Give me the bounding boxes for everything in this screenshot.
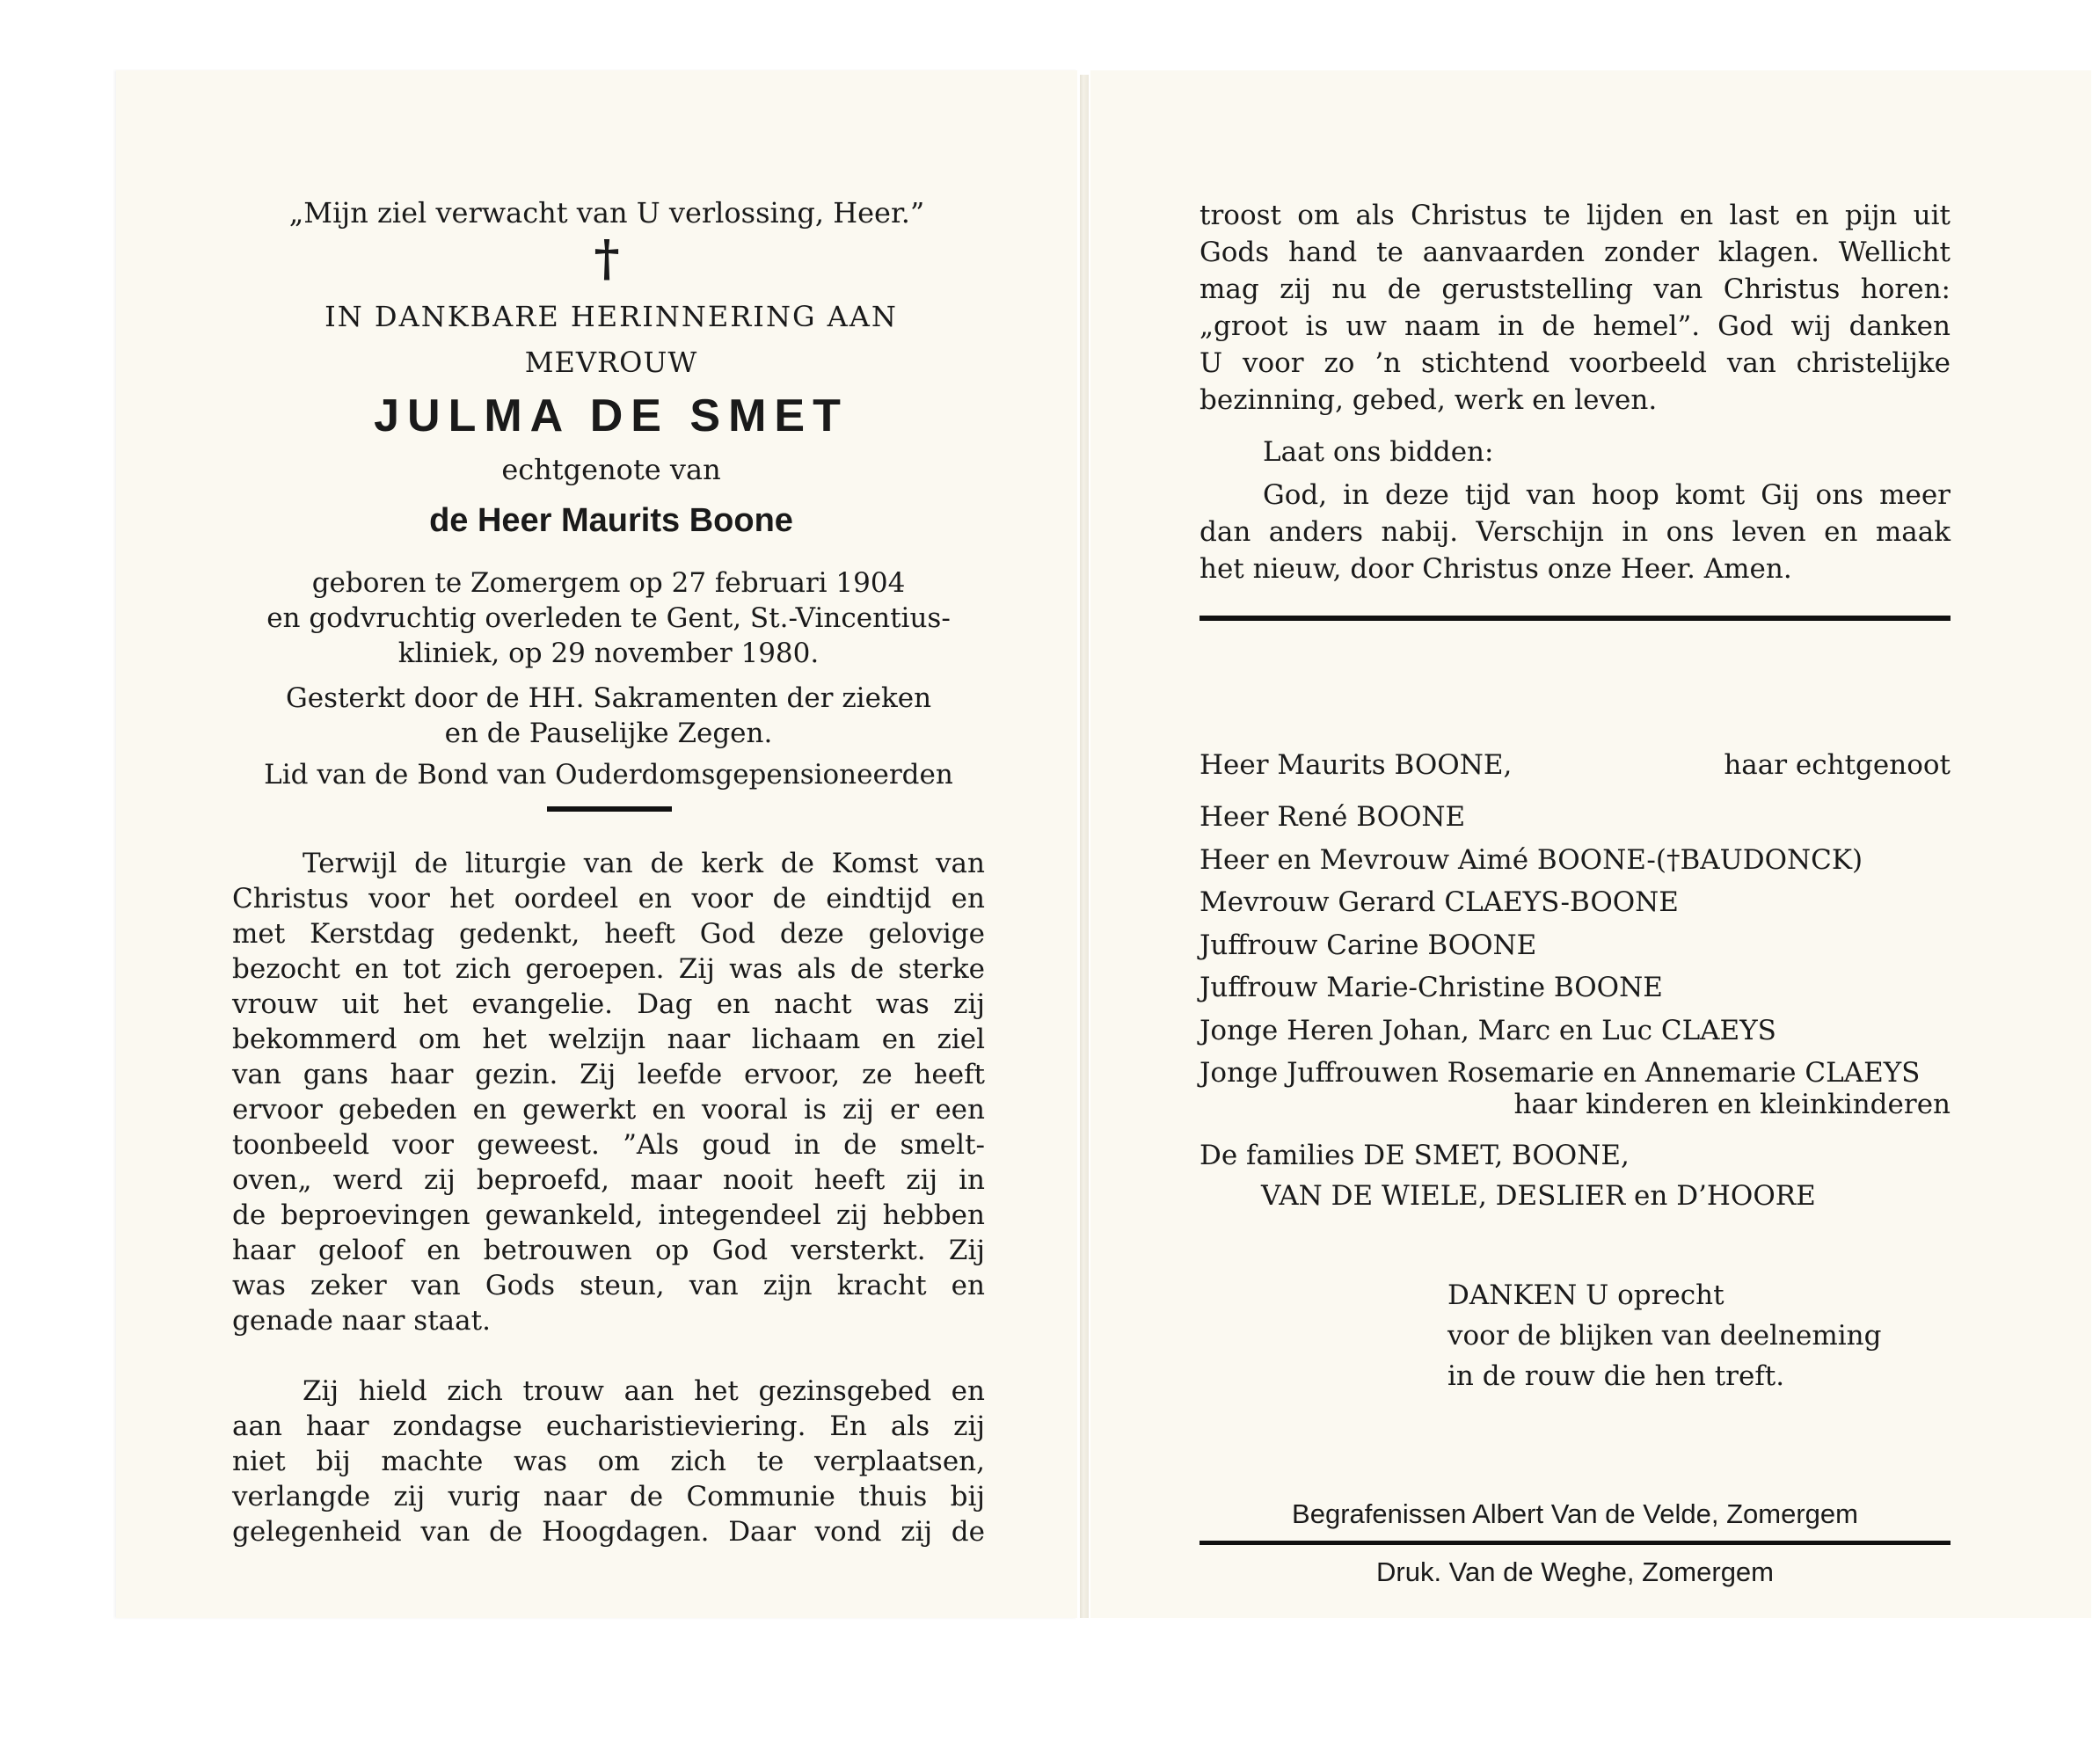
paragraph-2-line: aan haar zondagse eucharistieviering. En als zij <box>232 1410 985 1442</box>
paragraph-continued-line: Gods hand te aanvaarden zonder klagen. Wellicht <box>1199 237 1951 268</box>
paragraph-1-line: genade naar staat. <box>232 1305 491 1337</box>
paragraph-2-line: gelegenheid van de Hoogdagen. Daar vond zij de <box>232 1516 985 1548</box>
birth-line: geboren te Zomergem op 27 februari 1904 <box>311 567 906 599</box>
paragraph-continued <box>1199 197 1951 419</box>
paragraph-continued-line: „groot is uw naam in de hemel”. God wij danken <box>1199 310 1951 342</box>
children-note: haar kinderen en kleinkinderen <box>1513 1089 1951 1120</box>
paragraph-2-line: niet bij machte was om zich te verplaatsen, <box>232 1446 985 1477</box>
paragraph-continued-line: U voor zo ’n stichtend voorbeeld van christelijke <box>1199 347 1951 379</box>
family-member: Juffrouw Marie-Christine BOONE <box>1199 972 1663 1003</box>
paragraph-1-line: van gans haar gezin. Zij leefde ervoor, ze heeft <box>232 1059 985 1090</box>
paragraph-1-line: vrouw uit het evangelie. Dag en nacht was zij <box>232 988 985 1020</box>
husband-role: haar echtgenoot <box>1724 749 1951 781</box>
family-member: Jonge Heren Johan, Marc en Luc CLAEYS <box>1199 1014 1776 1046</box>
paragraph-1-line: was zeker van Gods steun, van zijn kracht en <box>232 1270 985 1301</box>
paragraph-1-line: met Kerstdag gedenkt, heeft God deze gelovige <box>232 918 985 950</box>
prayer-line: God, in deze tijd van hoop komt Gij ons meer <box>1263 479 1951 511</box>
divider-short <box>547 806 672 812</box>
thanks-line: in de rouw die hen treft. <box>1447 1360 1785 1392</box>
spouse-of: echtgenote van <box>501 453 721 486</box>
thanks <box>1447 1275 1958 1396</box>
paragraph-continued-line: mag zij nu de geruststelling van Christus horen: <box>1199 273 1951 305</box>
prayer-intro: Laat ons bidden: <box>1263 436 1494 468</box>
paragraph-1-line: toonbeeld voor geweest. ”Als goud in de smelt- <box>232 1129 985 1161</box>
thanks-line: DANKEN U oprecht <box>1447 1279 1724 1311</box>
paragraph-1-line: ervoor gebeden en gewerkt en vooral is zij er een <box>232 1094 985 1126</box>
family-member: Juffrouw Carine BOONE <box>1199 929 1537 961</box>
prayer-line: dan anders nabij. Verschijn in ons leven en maak <box>1199 516 1951 548</box>
paragraph-2-line: verlangde zij vurig naar de Communie thuis bij <box>232 1481 985 1512</box>
printer: Druk. Van de Weghe, Zomergem <box>1376 1556 1774 1587</box>
epigraph: „Mijn ziel verwacht van U verlossing, Heer.” <box>288 196 925 230</box>
paragraph-1-line: bekommerd om het welzijn naar lichaam en ziel <box>232 1024 985 1055</box>
death-line: en godvruchtig overleden te Gent, St.-Vincentius- <box>266 602 951 634</box>
paragraph-1-line: Terwijl de liturgie van de kerk de Komst van <box>303 848 985 879</box>
sacraments-line-2: en de Pauselijke Zegen. <box>444 718 773 749</box>
husband-row <box>1199 747 1951 783</box>
funeral-home: Begrafenissen Albert Van de Velde, Zomergem <box>1292 1498 1858 1529</box>
family-member: Heer en Mevrouw Aimé BOONE-(†BAUDONCK) <box>1199 843 1863 876</box>
husband-name: Heer Maurits BOONE, <box>1199 749 1513 781</box>
remembrance-heading: IN DANKBARE HERINNERING AAN <box>324 300 898 333</box>
paragraph-1-line: bezocht en tot zich geroepen. Zij was als de sterke <box>232 953 985 985</box>
birth-death-info <box>230 565 987 671</box>
sacraments-line-1: Gesterkt door de HH. Sakramenten der zieken <box>285 682 932 714</box>
card-fold <box>1080 75 1089 1618</box>
membership: Lid van de Bond van Ouderdomsgepensioneerden <box>264 759 953 791</box>
paragraph-1-line: de beproevingen gewankeld, integendeel zij hebben <box>232 1199 985 1231</box>
cross-icon: † <box>594 230 620 288</box>
paragraph-1-line: haar geloof en betrouwen op God versterkt. Zij <box>232 1235 985 1266</box>
sacraments <box>230 681 987 751</box>
family-member: Jonge Juffrouwen Rosemarie en Annemarie CLAEYS <box>1199 1057 1921 1089</box>
paragraph-1-line: oven„ werd zij beproefd, maar nooit heeft zij in <box>232 1164 985 1196</box>
divider-bottom <box>1199 1541 1951 1545</box>
thanks-line: voor de blijken van deelneming <box>1447 1320 1882 1352</box>
family-member: Mevrouw Gerard CLAEYS-BOONE <box>1199 886 1679 918</box>
paragraph-2 <box>232 1374 985 1549</box>
paragraph-2-line: Zij hield zich trouw aan het gezinsgebed en <box>303 1375 985 1407</box>
spouse-name: de Heer Maurits Boone <box>429 502 793 539</box>
deceased-name: JULMA DE SMET <box>374 390 849 441</box>
death-place-line: kliniek, op 29 november 1980. <box>397 638 820 669</box>
family-list <box>1199 796 1956 1090</box>
families-line-1: De families DE SMET, BOONE, <box>1199 1140 1630 1171</box>
title-mrs: MEVROUW <box>524 346 698 379</box>
paragraph-1-line: Christus voor het oordeel en voor de eindtijd en <box>232 883 985 915</box>
paragraph-continued-line: bezinning, gebed, werk en leven. <box>1199 384 1658 416</box>
paragraph-continued-line: troost om als Christus te lijden en last en pijn uit <box>1199 200 1951 231</box>
paragraph-1 <box>232 846 985 1338</box>
divider-long <box>1199 616 1951 621</box>
families-line-2: VAN DE WIELE, DESLIER en D’HOORE <box>1261 1180 1816 1212</box>
prayer-line: het nieuw, door Christus onze Heer. Amen. <box>1199 553 1792 585</box>
family-member: Heer René BOONE <box>1199 801 1466 833</box>
prayer <box>1199 477 1951 587</box>
